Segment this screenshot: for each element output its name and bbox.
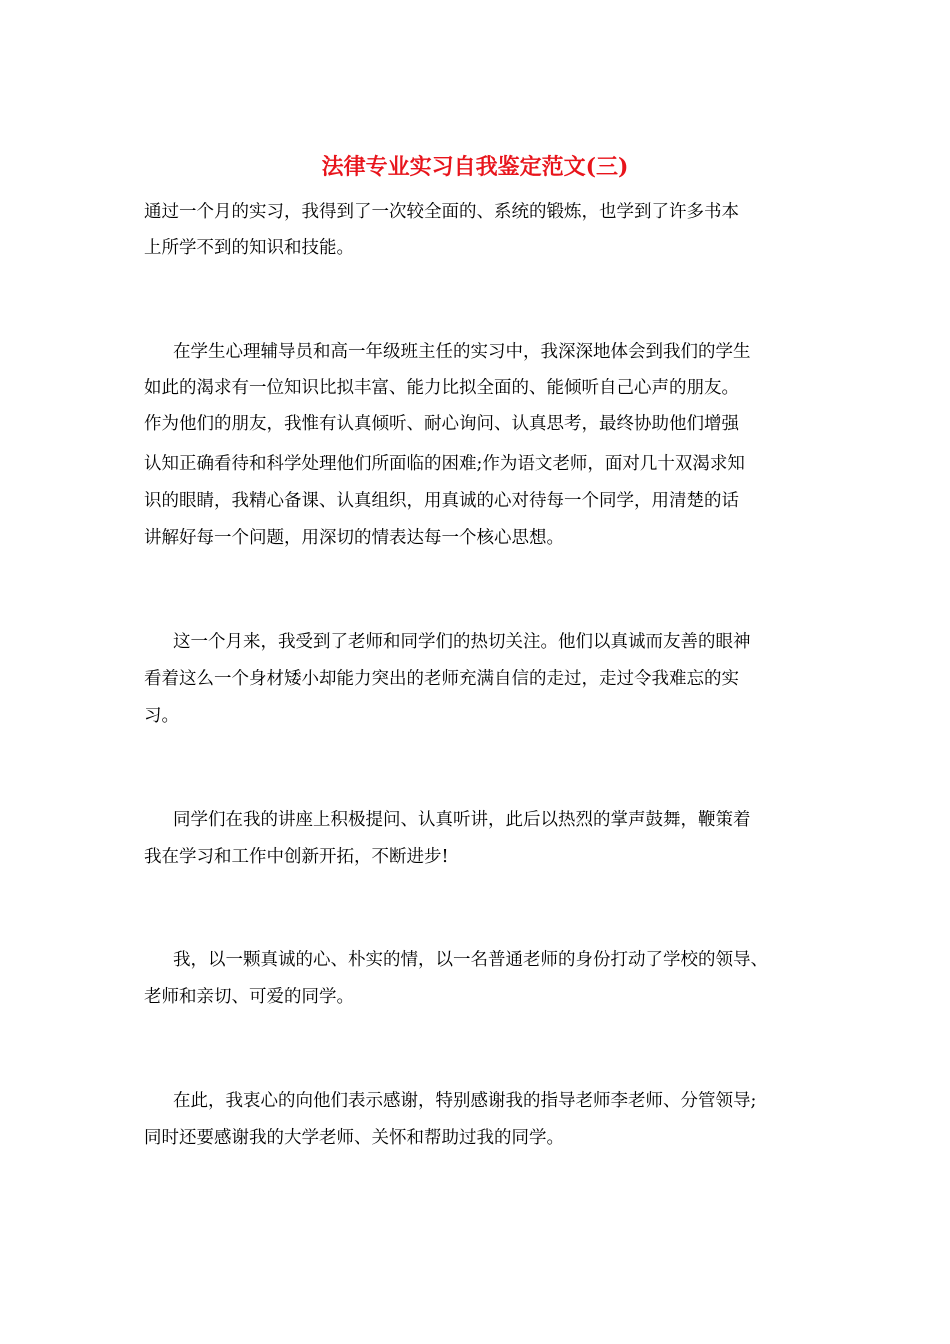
paragraph-2-line-6: 讲解好每一个问题，用深切的情表达每一个核心思想。 [144, 528, 564, 548]
paragraph-2-line-3: 作为他们的朋友，我惟有认真倾听、耐心询问、认真思考，最终协助他们增强 [144, 414, 739, 434]
paragraph-2-line-1: 在学生心理辅导员和高一年级班主任的实习中，我深深地体会到我们的学生 [173, 342, 751, 362]
paragraph-6-line-1: 在此，我衷心的向他们表示感谢，特别感谢我的指导老师李老师、分管领导; [173, 1091, 757, 1111]
paragraph-5-line-1: 我，以一颗真诚的心、朴实的情，以一名普通老师的身份打动了学校的领导、 [173, 950, 768, 970]
paragraph-2-line-2: 如此的渴求有一位知识比拟丰富、能力比拟全面的、能倾听自己心声的朋友。 [144, 378, 739, 398]
paragraph-4-line-2: 我在学习和工作中创新开拓，不断进步! [144, 847, 449, 867]
paragraph-2-line-4: 认知正确看待和科学处理他们所面临的困难;作为语文老师，面对几十双渴求知 [144, 454, 745, 474]
paragraph-6-line-2: 同时还要感谢我的大学老师、关怀和帮助过我的同学。 [144, 1128, 564, 1148]
paragraph-1-line-2: 上所学不到的知识和技能。 [144, 238, 354, 258]
page-title: 法律专业实习自我鉴定范文(三) [321, 154, 629, 180]
paragraph-3-line-2: 看着这么一个身材矮小却能力突出的老师充满自信的走过，走过令我难忘的实 [144, 669, 739, 689]
paragraph-4-line-1: 同学们在我的讲座上积极提问、认真听讲，此后以热烈的掌声鼓舞，鞭策着 [173, 810, 751, 830]
paragraph-3-line-3: 习。 [144, 706, 179, 726]
paragraph-1-line-1: 通过一个月的实习，我得到了一次较全面的、系统的锻炼，也学到了许多书本 [144, 202, 739, 222]
paragraph-2-line-5: 识的眼睛，我精心备课、认真组织，用真诚的心对待每一个同学，用清楚的话 [144, 491, 739, 511]
paragraph-3-line-1: 这一个月来，我受到了老师和同学们的热切关注。他们以真诚而友善的眼神 [173, 632, 751, 652]
paragraph-5-line-2: 老师和亲切、可爱的同学。 [144, 987, 354, 1007]
